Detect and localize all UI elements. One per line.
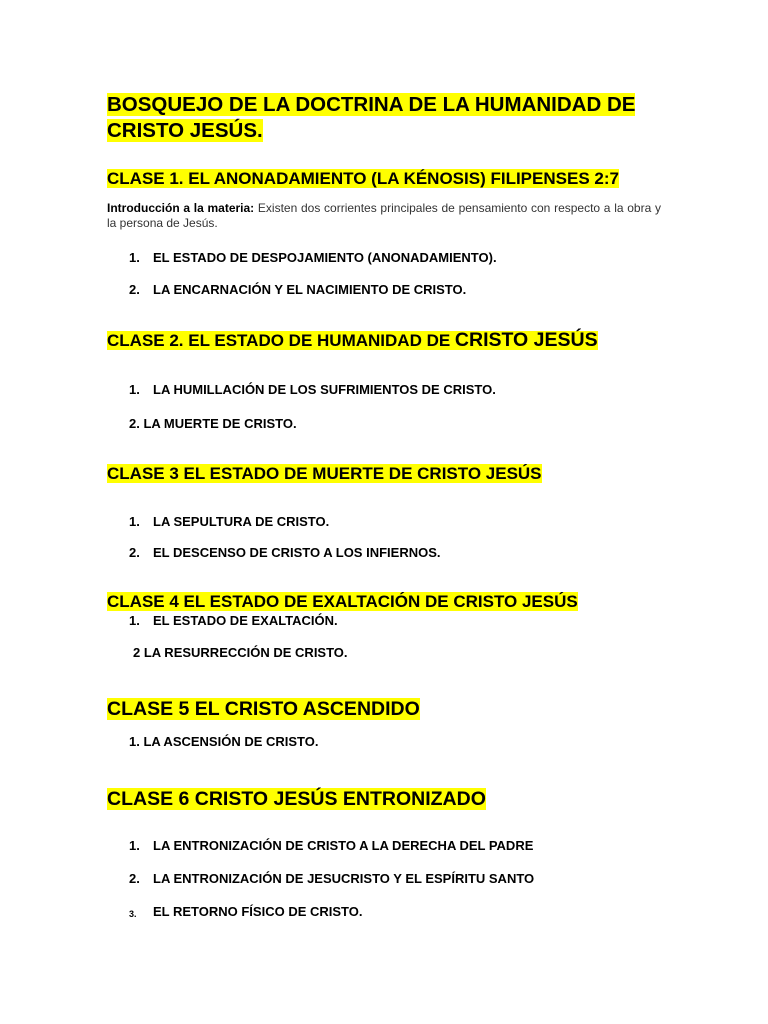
list-item-text: EL ESTADO DE EXALTACIÓN. bbox=[153, 613, 338, 628]
list-item-number: 1. bbox=[129, 382, 140, 397]
list-item-number: 1. bbox=[129, 838, 140, 853]
class-5-heading bbox=[107, 697, 420, 722]
class-6-heading bbox=[107, 787, 486, 812]
list-item-number: 2. bbox=[129, 871, 140, 886]
class-1-heading-text: CLASE 1. EL ANONADAMIENTO (LA KÉNOSIS) FILIPENSES 2:7 bbox=[107, 169, 619, 188]
list-item-text: LA ENTRONIZACIÓN DE JESUCRISTO Y EL ESPÍRITU SANTO bbox=[153, 871, 535, 886]
list-item-text: EL DESCENSO DE CRISTO A LOS INFIERNOS. bbox=[153, 545, 441, 560]
class-1-intro bbox=[107, 201, 661, 231]
list-item-number: 2. bbox=[129, 282, 140, 297]
list-item-text: LA ENCARNACIÓN Y EL NACIMIENTO DE CRISTO. bbox=[153, 282, 467, 297]
class-2-heading-part2: CRISTO JESÚS bbox=[454, 329, 598, 351]
class-2-heading-part1: CLASE 2. EL ESTADO DE HUMANIDAD DE bbox=[107, 331, 455, 350]
list-item-text: LA HUMILLACIÓN DE LOS SUFRIMIENTOS DE CRISTO. bbox=[153, 382, 496, 397]
class-5-heading-text: CLASE 5 EL CRISTO ASCENDIDO bbox=[107, 698, 420, 720]
class-4-heading bbox=[107, 591, 578, 613]
class-6-heading-text: CLASE 6 CRISTO JESÚS ENTRONIZADO bbox=[107, 788, 486, 810]
class-1-heading bbox=[107, 168, 619, 190]
list-item-number: 1. bbox=[129, 613, 140, 628]
intro-label: Introducción a la materia: bbox=[107, 201, 255, 215]
list-item-number: 2. bbox=[129, 545, 140, 560]
list-item: 1. LA ASCENSIÓN DE CRISTO. bbox=[129, 734, 319, 749]
list-item: 2 LA RESURRECCIÓN DE CRISTO. bbox=[133, 645, 348, 660]
class-3-heading-text: CLASE 3 EL ESTADO DE MUERTE DE CRISTO JESÚS bbox=[107, 464, 542, 483]
class-3-heading bbox=[107, 463, 542, 485]
list-item-text: LA ENTRONIZACIÓN DE CRISTO A LA DERECHA DEL PADRE bbox=[153, 838, 534, 853]
document-title bbox=[107, 92, 667, 144]
list-item-number: 3. bbox=[129, 909, 137, 919]
list-item-number: 1. bbox=[129, 250, 140, 265]
list-item-text: EL ESTADO DE DESPOJAMIENTO (ANONADAMIENTO). bbox=[153, 250, 497, 265]
class-2-heading-text bbox=[107, 331, 598, 350]
class-2-heading bbox=[107, 329, 598, 352]
class-4-heading-text: CLASE 4 EL ESTADO DE EXALTACIÓN DE CRISTO JESÚS bbox=[107, 592, 578, 611]
list-item-number: 1. bbox=[129, 514, 140, 529]
list-item: 2. LA MUERTE DE CRISTO. bbox=[129, 416, 297, 431]
list-item-text: EL RETORNO FÍSICO DE CRISTO. bbox=[153, 904, 363, 919]
intro-text: Existen dos corrientes principales de pensamiento con respecto a la obra y la persona de Jesús. bbox=[107, 201, 661, 230]
list-item-text: LA SEPULTURA DE CRISTO. bbox=[153, 514, 330, 529]
document-title-text: BOSQUEJO DE LA DOCTRINA DE LA HUMANIDAD DE CRISTO JESÚS. bbox=[107, 93, 636, 142]
